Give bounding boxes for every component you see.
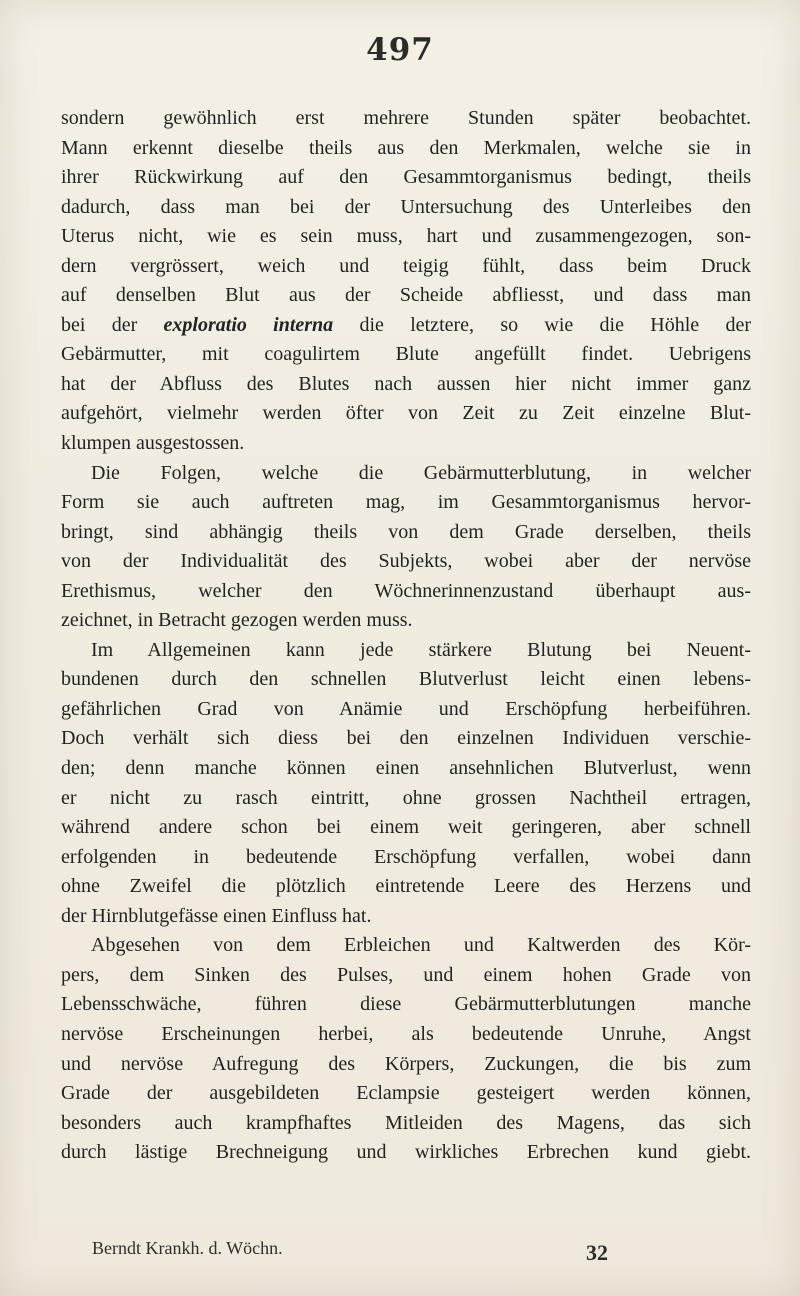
text-line: Form sie auch auftreten mag, im Gesammtorganismus hervor- <box>61 491 751 514</box>
text-line: nervöse Erscheinungen herbei, als bedeutende Unruhe, Angst <box>61 1022 751 1045</box>
text-line: Im Allgemeinen kann jede stärkere Blutung bei Neuent- <box>91 638 751 661</box>
text-line: aufgehört, vielmehr werden öfter von Zeit zu Zeit einzelne Blut- <box>61 402 751 425</box>
text-line: Gebärmutter, mit coagulirtem Blute angefüllt findet. Uebrigens <box>61 343 751 366</box>
text-line: erfolgenden in bedeutende Erschöpfung verfallen, wobei dann <box>61 845 751 868</box>
text-line: ihrer Rückwirkung auf den Gesammtorganismus bedingt, theils <box>61 166 751 189</box>
text-line: sondern gewöhnlich erst mehrere Stunden später beobachtet. <box>61 107 751 129</box>
text-line: er nicht zu rasch eintritt, ohne grossen Nachtheil ertragen, <box>61 786 751 809</box>
text-line: Abgesehen von dem Erbleichen und Kaltwerden des Kör- <box>91 934 751 957</box>
text-line: Mann erkennt dieselbe theils aus den Merkmalen, welche sie in <box>61 136 751 159</box>
text-line: besonders auch krampfhaftes Mitleiden des Magens, das sich <box>61 1111 751 1134</box>
text-line: Die Folgen, welche die Gebärmutterblutung, in welcher <box>91 461 751 484</box>
text-line: Doch verhält sich diess bei den einzelnen Individuen verschie- <box>61 727 751 750</box>
emphasized-term: exploratio interna <box>163 313 334 336</box>
text-line <box>61 311 751 341</box>
text-line: den; denn manche können einen ansehnlichen Blutverlust, wenn <box>61 757 751 780</box>
running-footer: Berndt Krankh. d. Wöchn. <box>92 1238 283 1258</box>
text-line: und nervöse Aufregung des Körpers, Zuckungen, die bis zum <box>61 1052 751 1075</box>
text-line: auf denselben Blut aus der Scheide abfliesst, und dass man <box>61 284 751 307</box>
text-line: Erethismus, welcher den Wöchnerinnenzustand überhaupt aus- <box>61 579 751 602</box>
text-line: klumpen ausgestossen. <box>61 432 245 455</box>
text-line: zeichnet, in Betracht gezogen werden muss. <box>61 609 413 632</box>
signature-mark: 32 <box>586 1240 608 1265</box>
page-number: 497 <box>366 32 434 68</box>
text-segment: bei der <box>61 313 164 336</box>
text-line: gefährlichen Grad von Anämie und Erschöpfung herbeiführen. <box>61 697 751 720</box>
text-line: während andere schon bei einem weit geringeren, aber schnell <box>61 816 751 839</box>
body-text <box>61 104 751 1168</box>
text-line: ohne Zweifel die plötzlich eintretende Leere des Herzens und <box>61 875 751 898</box>
text-line: pers, dem Sinken des Pulses, und einem hohen Grade von <box>61 963 751 986</box>
text-line: bringt, sind abhängig theils von dem Grade derselben, theils <box>61 520 751 543</box>
text-line: von der Individualität des Subjekts, wobei aber der nervöse <box>61 550 751 573</box>
text-line: bundenen durch den schnellen Blutverlust leicht einen lebens- <box>61 668 751 691</box>
text-line: der Hirnblutgefässe einen Einfluss hat. <box>61 904 372 927</box>
text-line: Lebensschwäche, führen diese Gebärmutterblutungen manche <box>61 993 751 1016</box>
text-line: dern vergrössert, weich und teigig fühlt, dass beim Druck <box>61 254 751 277</box>
text-line: Uterus nicht, wie es sein muss, hart und zusammengezogen, son- <box>61 225 751 248</box>
text-line: dadurch, dass man bei der Untersuchung des Unterleibes den <box>61 195 751 218</box>
text-line: hat der Abfluss des Blutes nach aussen hier nicht immer ganz <box>61 372 751 395</box>
text-segment: die letztere, so wie die Höhle der <box>333 313 751 336</box>
text-line: Grade der ausgebildeten Eclampsie gesteigert werden können, <box>61 1082 751 1105</box>
text-line: durch lästige Brechneigung und wirkliches Erbrechen kund giebt. <box>61 1141 751 1164</box>
